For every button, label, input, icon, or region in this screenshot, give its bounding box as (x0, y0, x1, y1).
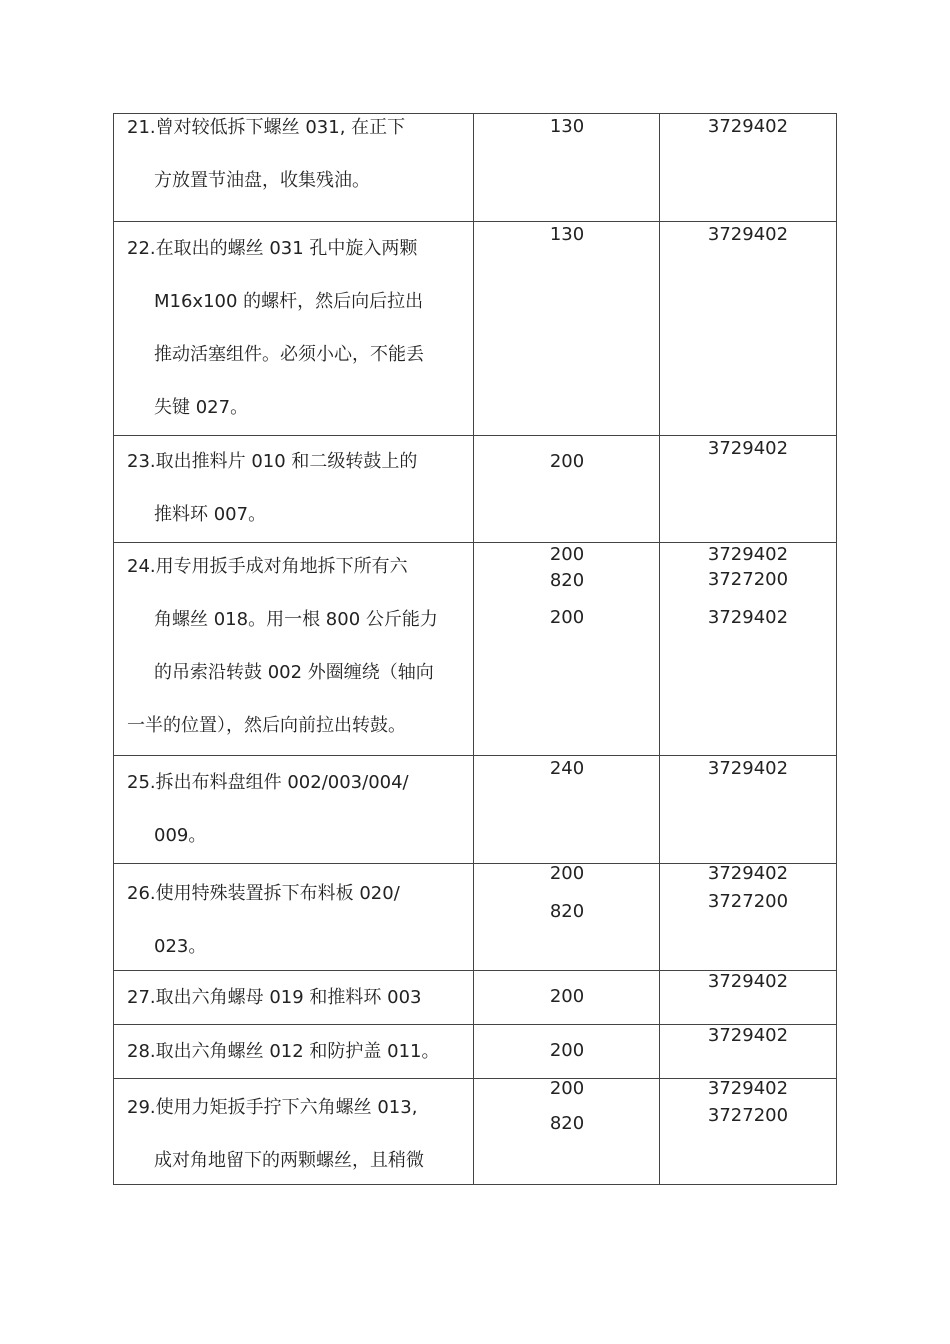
step-text: 25.拆出布料盘组件 002/003/004/ 009。 (127, 772, 409, 846)
step-text: 26.使用特殊装置拆下布料板 020/ 023。 (127, 883, 400, 957)
table-row: 26.使用特殊装置拆下布料板 020/ 023。 200 820 3729402 3727200 (114, 864, 836, 971)
table-row: 23.取出推料片 010 和二级转鼓上的 推料环 007。 200 3729402 (114, 436, 836, 543)
step-text: 22.在取出的螺丝 031 孔中旋入两颗 M16x100 的螺杆，然后向后拉出 推动活塞组件。必须小心，不能丢 失键 027。 (127, 238, 424, 418)
table-row: 27.取出六角螺母 019 和推料环 003 200 3729402 (114, 971, 836, 1025)
table-row: 22.在取出的螺丝 031 孔中旋入两颗 M16x100 的螺杆，然后向后拉出 推动活塞组件。必须小心，不能丢 失键 027。 130 3729402 (114, 222, 836, 436)
table-row: 28.取出六角螺丝 012 和防护盖 011。 200 3729402 (114, 1025, 836, 1079)
step-text: 29.使用力矩扳手拧下六角螺丝 013, 成对角地留下的两颗螺丝，且稍微 (127, 1097, 424, 1171)
step-text: 23.取出推料片 010 和二级转鼓上的 推料环 007。 (127, 451, 418, 525)
table-row: 24.用专用扳手成对角地拆下所有六 角螺丝 018。用一根 800 公斤能力 的吊索沿转鼓 002 外圈缠绕（轴向 一半的位置），然后向前拉出转鼓。 200 820 200 3729402 3727200 3729402 (114, 543, 836, 756)
step-text: 24.用专用扳手成对角地拆下所有六 角螺丝 018。用一根 800 公斤能力 的吊索沿转鼓 002 外圈缠绕（轴向 一半的位置），然后向前拉出转鼓。 (127, 556, 438, 736)
table-row: 29.使用力矩扳手拧下六角螺丝 013, 成对角地留下的两颗螺丝，且稍微 200 820 3729402 3727200 (114, 1079, 836, 1185)
step-text: 27.取出六角螺母 019 和推料环 003 (127, 987, 422, 1008)
step-text: 28.取出六角螺丝 012 和防护盖 011。 (127, 1041, 440, 1062)
table-row: 25.拆出布料盘组件 002/003/004/ 009。 240 3729402 (114, 756, 836, 864)
procedure-table (113, 113, 837, 1185)
table-row: 21.曾对较低拆下螺丝 031, 在正下 方放置节油盘，收集残油。 130 3729402 (114, 114, 836, 222)
step-text: 21.曾对较低拆下螺丝 031, 在正下 方放置节油盘，收集残油。 (127, 117, 406, 191)
